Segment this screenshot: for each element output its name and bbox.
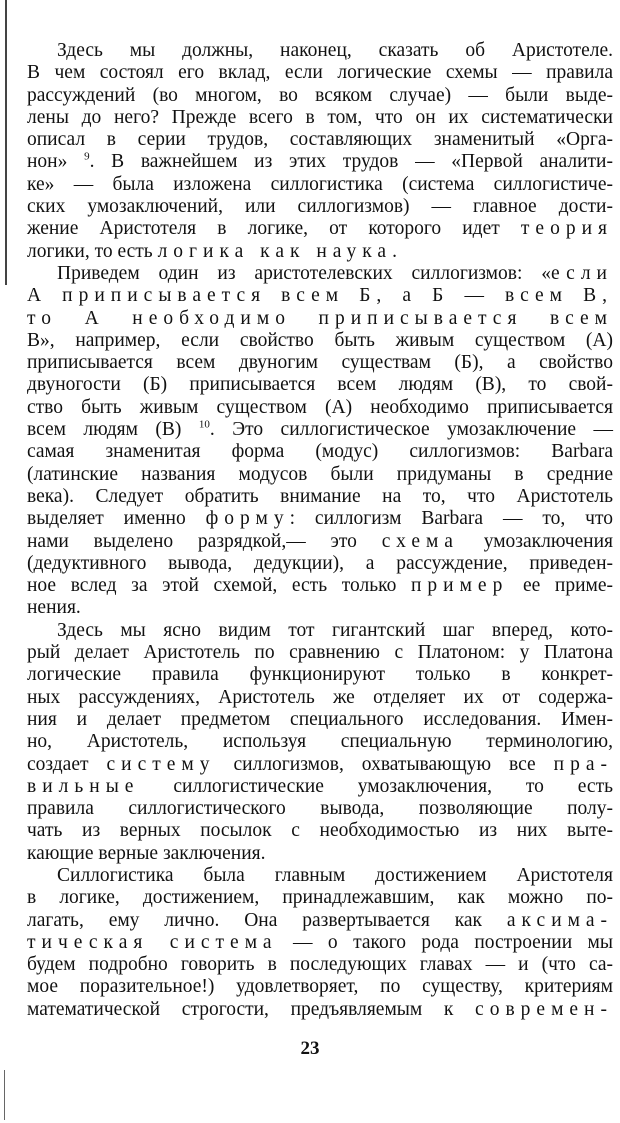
text-run: (латинские названия модусов были придуманы в средние — [27, 463, 613, 485]
text-line — [27, 129, 613, 151]
text-run: силлогизмов, охватывающую все — [215, 753, 554, 775]
text-line — [27, 151, 613, 173]
text-run: двуногости (Б) приписывается всем людям (В), то свой- — [27, 374, 613, 396]
text-run: силлогистические умозаключения, то есть — [139, 775, 613, 797]
text-run: нами выделено разрядкой,— это — [27, 530, 382, 552]
text-run: Здесь мы должны, наконец, сказать об Аристотеле. — [57, 40, 613, 61]
text-line — [27, 754, 613, 776]
text-line — [27, 553, 613, 575]
text-run: ских умозаключений, или силлогизмов) — главное дости- — [27, 196, 613, 218]
text-run: приписывается всем двуногим существам (Б), а свойство — [27, 352, 613, 374]
text-line — [27, 999, 613, 1021]
text-run: . В важнейшем из этих трудов — «Первой аналити- — [89, 151, 613, 173]
text-line — [27, 486, 613, 508]
spaced-emphasis: систему — [106, 753, 216, 775]
spaced-emphasis: пра- — [553, 753, 613, 775]
text-run: выделяет именно — [27, 508, 206, 530]
text-run: (дедуктивного вывода, дедукции), а рассуждение, приведен- — [27, 552, 613, 574]
page-body-text — [27, 40, 613, 1021]
text-run: логики, то есть — [27, 240, 158, 262]
text-run: Силлогистика была главным достижением Аристотеля — [57, 864, 613, 886]
text-line — [27, 441, 613, 463]
spaced-emphasis: вильные — [27, 775, 140, 797]
text-line — [27, 374, 613, 396]
text-line — [27, 843, 613, 865]
text-run: ных рассуждениях, Аристотель же отделяет их от содержа- — [27, 686, 613, 708]
text-line — [27, 575, 613, 597]
text-line — [27, 642, 613, 664]
text-line — [27, 887, 613, 909]
spaced-emphasis: аксима- — [506, 909, 613, 931]
text-line — [27, 798, 613, 820]
text-run: нения. — [27, 597, 81, 619]
text-line — [27, 397, 613, 419]
text-line — [27, 62, 613, 84]
text-run: ное вслед за этой схемой, есть только — [27, 575, 411, 597]
text-line — [27, 709, 613, 731]
spaced-emphasis: если — [551, 262, 613, 284]
text-line — [27, 40, 613, 62]
text-line — [27, 820, 613, 842]
text-line — [27, 597, 613, 619]
text-run: ке» — была изложена силлогистика (система силлогистиче- — [27, 173, 613, 195]
text-run: математической строгости, предъявляемым к — [27, 998, 476, 1020]
text-line — [27, 687, 613, 709]
text-line — [27, 531, 613, 553]
text-line — [27, 218, 613, 240]
text-line — [27, 85, 613, 107]
text-run: В чем состоял его вклад, если логические схемы — правила — [27, 62, 613, 84]
text-line — [27, 241, 613, 263]
text-line — [27, 620, 613, 642]
text-run: но, Аристотель, используя специальную терминологию, — [27, 731, 613, 753]
text-run: нон» — [27, 151, 85, 173]
text-run: — о такого рода построении мы — [277, 931, 613, 953]
text-line — [27, 664, 613, 686]
text-line — [27, 174, 613, 196]
text-run: мое поразительное!) удовлетворяет, по существу, критериям — [27, 976, 613, 998]
text-line — [27, 285, 613, 307]
text-run: логические правила функционируют только в конкрет- — [27, 664, 613, 686]
spaced-emphasis: А приписывается всем Б, а Б — всем В, — [27, 285, 613, 307]
text-line — [27, 464, 613, 486]
text-line — [27, 508, 613, 530]
text-run: описал в серии трудов, составляющих знаменитый «Орга- — [27, 129, 613, 151]
text-line — [27, 352, 613, 374]
text-run: ее приме- — [508, 575, 613, 597]
spaced-emphasis: то А необходимо приписывается всем — [27, 307, 613, 329]
text-line — [27, 910, 613, 932]
text-line — [27, 419, 613, 441]
text-run: создает — [27, 753, 107, 775]
scan-edge-artifact — [5, 0, 7, 285]
text-line — [27, 330, 613, 352]
text-run: лагать, ему лично. Она развертывается как — [27, 909, 507, 931]
footnote-ref: 9 — [84, 150, 90, 163]
text-line — [27, 776, 613, 798]
text-run: : силлогизм Barbara — то, что — [289, 508, 613, 530]
text-run: самая знаменитая форма (модус) силлогизмов: Barbara — [27, 441, 613, 463]
footnote-ref: 10 — [198, 418, 210, 431]
text-run: . Это силлогистическое умозаключение — — [209, 419, 613, 441]
text-run: Приведем один из аристотелевских силлогизмов: « — [57, 262, 552, 284]
text-run: лены до него? Прежде всего в том, что он их систематически — [27, 106, 613, 128]
text-line — [27, 308, 613, 330]
text-run: чать из верных посылок с необходимостью из них выте- — [27, 820, 613, 842]
text-run: ния и делает предметом специального исследования. Имен- — [27, 708, 613, 730]
text-line — [27, 731, 613, 753]
text-line — [27, 932, 613, 954]
text-run: В», например, если свойство быть живым существом (А) — [27, 329, 613, 351]
spaced-emphasis: теория — [520, 218, 613, 240]
text-line — [27, 107, 613, 129]
spaced-emphasis: тическая система — [27, 931, 278, 953]
text-run: всем людям (В) — [27, 419, 199, 441]
text-line — [27, 954, 613, 976]
scan-edge-artifact — [4, 1070, 5, 1120]
text-line — [27, 865, 613, 887]
text-line — [27, 976, 613, 998]
text-run: правила силлогистического вывода, позволяющие полу- — [27, 798, 613, 820]
spaced-emphasis: пример — [410, 575, 509, 597]
spaced-emphasis: схема — [381, 530, 459, 552]
text-run: в логике, достижением, принадлежавшим, как можно по- — [27, 887, 613, 909]
text-line — [27, 263, 613, 285]
text-run: кающие верные заключения. — [27, 842, 266, 864]
text-run: рый делает Аристотель по сравнению с Платоном: у Платона — [27, 642, 613, 664]
text-line — [27, 196, 613, 218]
text-run: умозаключения — [458, 530, 614, 552]
text-run: ство быть живым существом (А) необходимо приписывается — [27, 396, 613, 418]
text-run: жение Аристотеля в логике, от которого идет — [27, 218, 521, 240]
spaced-emphasis: логика как наука — [157, 240, 393, 262]
spaced-emphasis: современ- — [475, 998, 613, 1020]
text-run: рассуждений (во многом, во всяком случае) — были выде- — [27, 84, 613, 106]
spaced-emphasis: форму — [205, 508, 290, 530]
text-run: будем подробно говорить в последующих главах — и (что са- — [27, 954, 613, 976]
text-run: века). Следует обратить внимание на то, что Аристотель — [27, 485, 613, 507]
text-run: . — [392, 240, 397, 262]
page-number: 23 — [300, 1038, 320, 1059]
text-run: Здесь мы ясно видим тот гигантский шаг вперед, кото- — [57, 619, 613, 641]
